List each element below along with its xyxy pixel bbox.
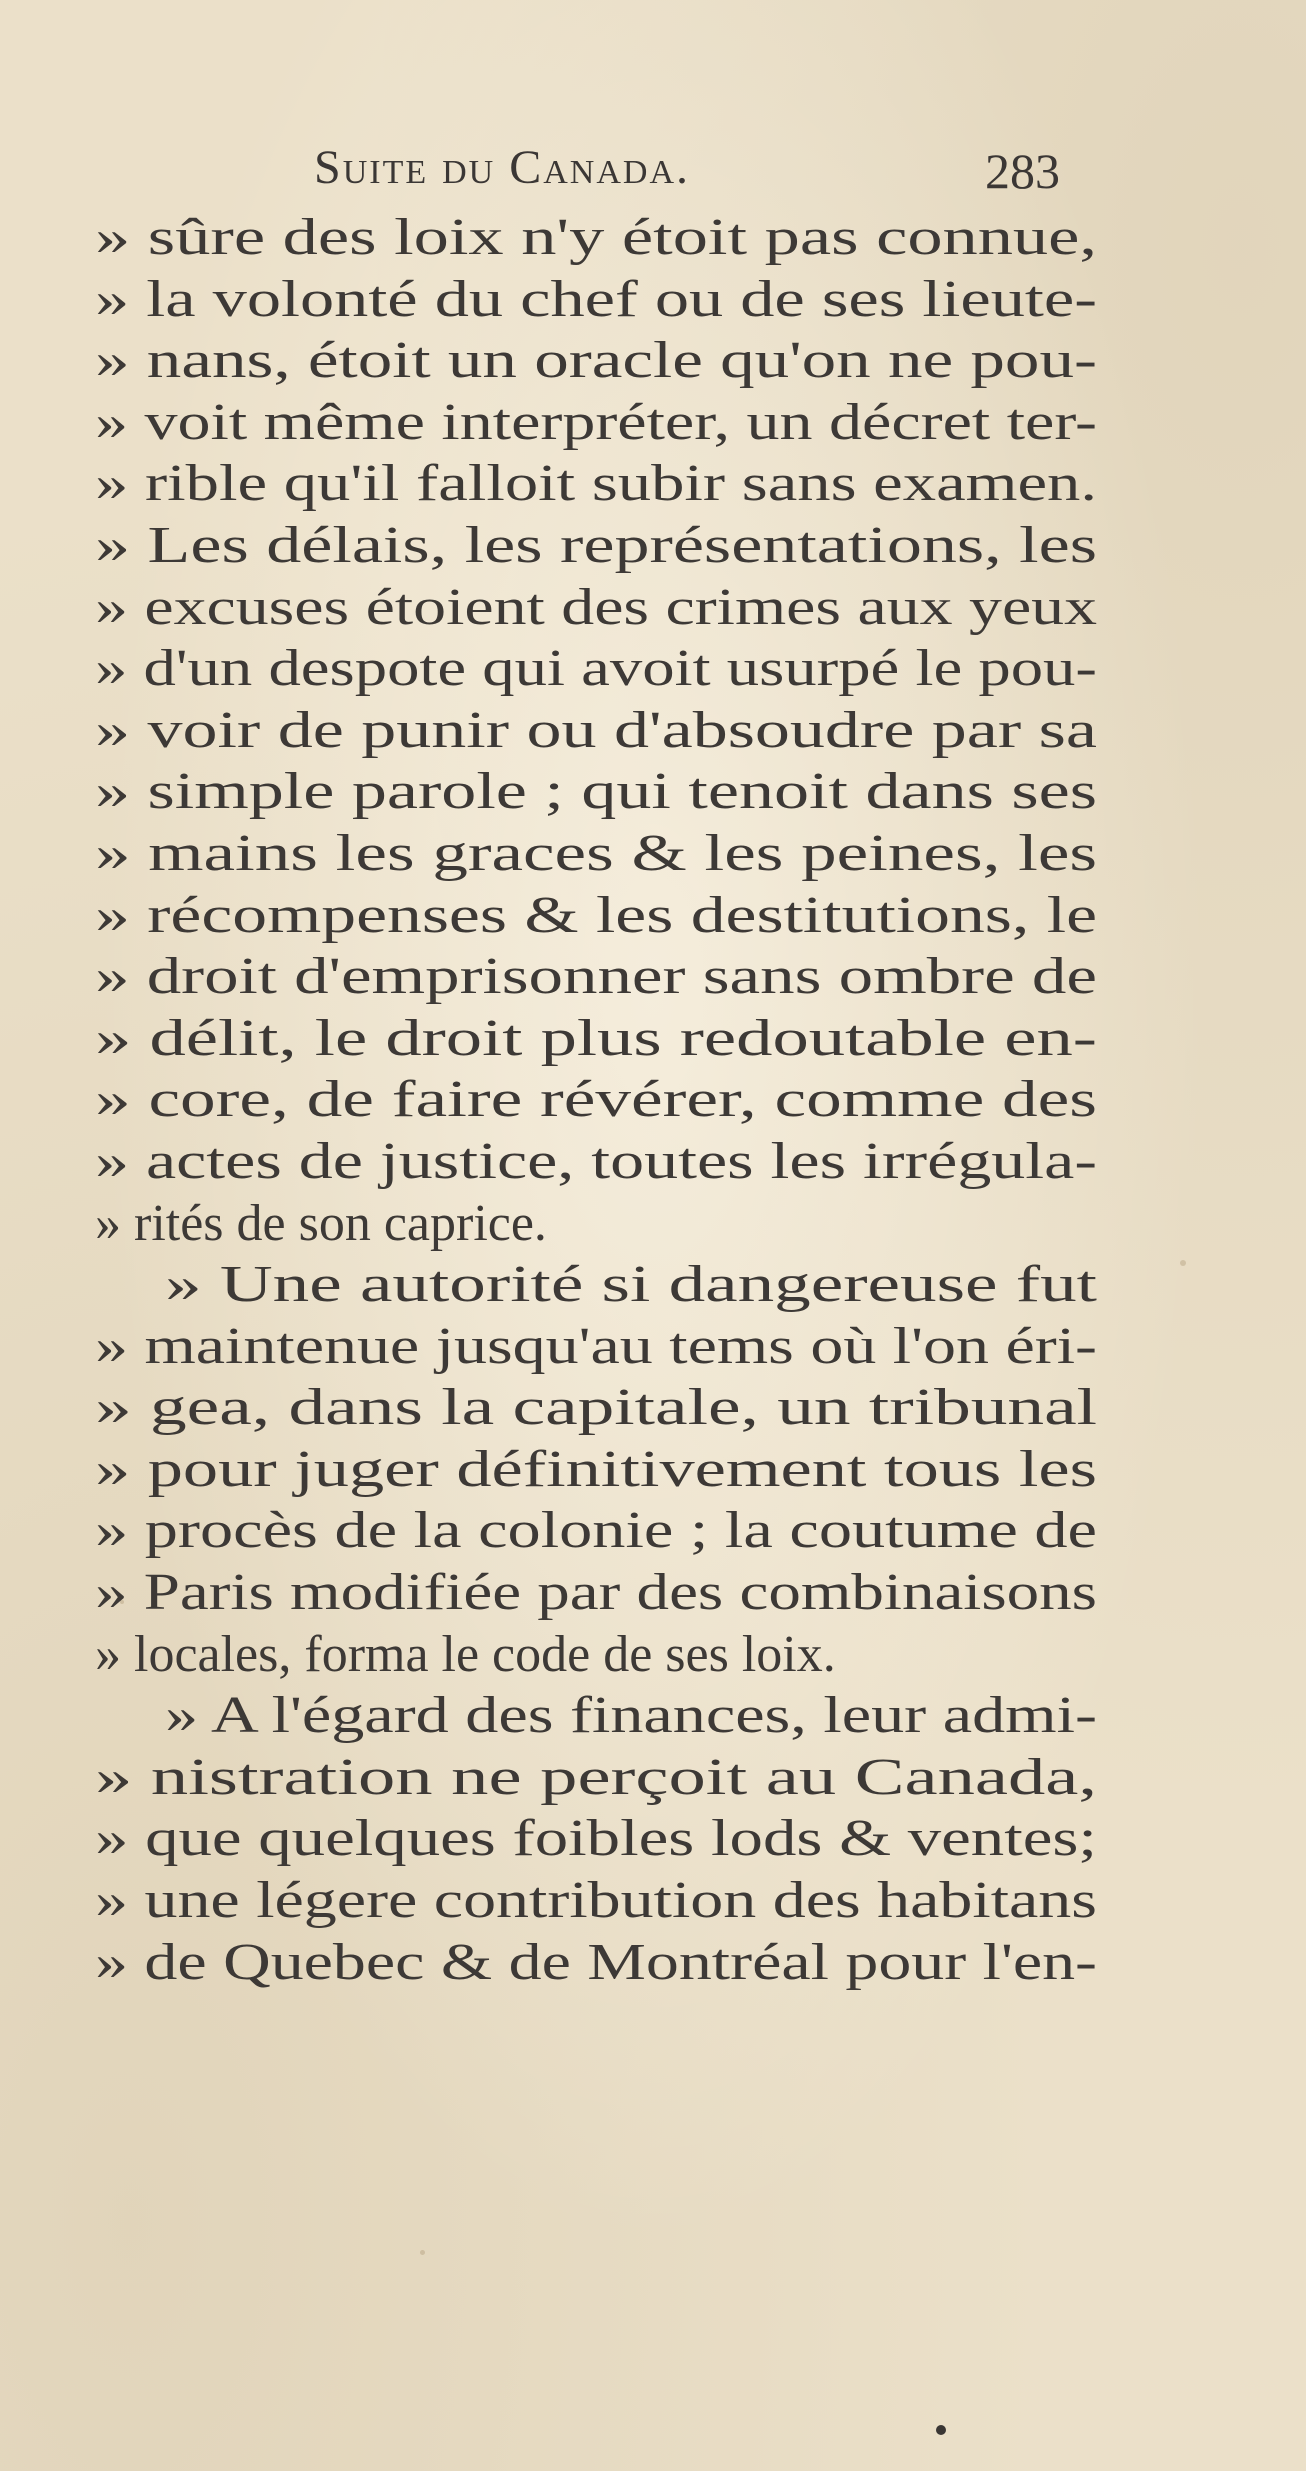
text-line xyxy=(95,269,1105,331)
text-line xyxy=(95,392,1105,454)
line-text: » Les délais, les représentations, les xyxy=(95,516,1098,574)
running-title: Suite du Canada. xyxy=(314,141,690,194)
text-line xyxy=(95,700,1105,762)
line-text: » voit même interpréter, un décret ter- xyxy=(95,393,1097,451)
line-text: » de Quebec & de Montréal pour l'en- xyxy=(95,1933,1098,1991)
line-text: » délit, le droit plus redoutable en- xyxy=(95,1009,1097,1067)
text-line xyxy=(95,453,1105,515)
line-text: » rités de son caprice. xyxy=(95,1194,547,1252)
text-line xyxy=(95,638,1105,700)
text-line xyxy=(95,1624,1105,1686)
line-text: » mains les graces & les peines, les xyxy=(95,824,1098,882)
line-text: » Une autorité si dangereuse fut xyxy=(165,1256,1098,1314)
line-text: » procès de la colonie ; la coutume de xyxy=(95,1502,1097,1560)
line-text: » maintenue jusqu'au tems où l'on éri- xyxy=(95,1317,1097,1375)
text-line xyxy=(95,1254,1105,1316)
text-line xyxy=(95,577,1105,639)
page-header xyxy=(300,140,1060,210)
text-line xyxy=(95,1562,1105,1624)
text-line xyxy=(95,207,1105,269)
text-line xyxy=(95,1808,1105,1870)
line-text: » voir de punir ou d'absoudre par sa xyxy=(95,701,1097,759)
line-text: » simple parole ; qui tenoit dans ses xyxy=(95,763,1098,821)
text-line xyxy=(95,1932,1105,1994)
line-text: » rible qu'il falloit subir sans examen. xyxy=(95,455,1098,513)
text-line xyxy=(95,1008,1105,1070)
line-text: » Paris modifiée par des combinaisons xyxy=(95,1564,1097,1622)
line-text: » actes de justice, toutes les irrégula- xyxy=(95,1132,1097,1190)
text-line xyxy=(95,1685,1105,1747)
line-text: » A l'égard des finances, leur admi- xyxy=(165,1687,1097,1745)
paper-stain xyxy=(1180,1260,1186,1266)
line-text: » sûre des loix n'y étoit pas connue, xyxy=(95,209,1097,266)
text-line xyxy=(95,1500,1105,1562)
line-text: » excuses étoient des crimes aux yeux xyxy=(95,578,1098,636)
line-text: » d'un despote qui avoit usurpé le pou- xyxy=(95,640,1097,698)
text-line xyxy=(95,330,1105,392)
text-line xyxy=(95,1069,1105,1131)
line-text: » core, de faire révérer, comme des xyxy=(95,1071,1098,1129)
line-text: » locales, forma le code de ses loix. xyxy=(95,1625,836,1683)
line-text: » nistration ne perçoit au Canada, xyxy=(95,1748,1097,1806)
text-line xyxy=(95,885,1105,947)
ink-dot xyxy=(936,2425,946,2435)
text-line xyxy=(95,1747,1105,1809)
text-line xyxy=(95,946,1105,1008)
text-line xyxy=(95,1193,1105,1255)
line-text: » que quelques foibles lods & ventes; xyxy=(95,1810,1097,1868)
line-text: » nans, étoit un oracle qu'on ne pou- xyxy=(95,332,1097,390)
text-line xyxy=(95,761,1105,823)
line-text: » gea, dans la capitale, un tribunal xyxy=(95,1379,1098,1437)
text-line xyxy=(95,1377,1105,1439)
text-line xyxy=(95,1870,1105,1932)
line-text: » droit d'emprisonner sans ombre de xyxy=(95,948,1097,1006)
text-line xyxy=(95,823,1105,885)
text-line xyxy=(95,515,1105,577)
text-line xyxy=(95,1131,1105,1193)
line-text: » récompenses & les destitutions, le xyxy=(95,886,1097,944)
text-line xyxy=(95,1316,1105,1378)
line-text: » pour juger définitivement tous les xyxy=(95,1440,1098,1498)
paper-stain xyxy=(420,2250,425,2255)
text-line xyxy=(95,1439,1105,1501)
body-text xyxy=(95,207,1105,1993)
line-text: » une légere contribution des habitans xyxy=(95,1872,1097,1930)
line-text: » la volonté du chef ou de ses lieute- xyxy=(95,270,1097,328)
page-number: 283 xyxy=(985,143,1060,199)
